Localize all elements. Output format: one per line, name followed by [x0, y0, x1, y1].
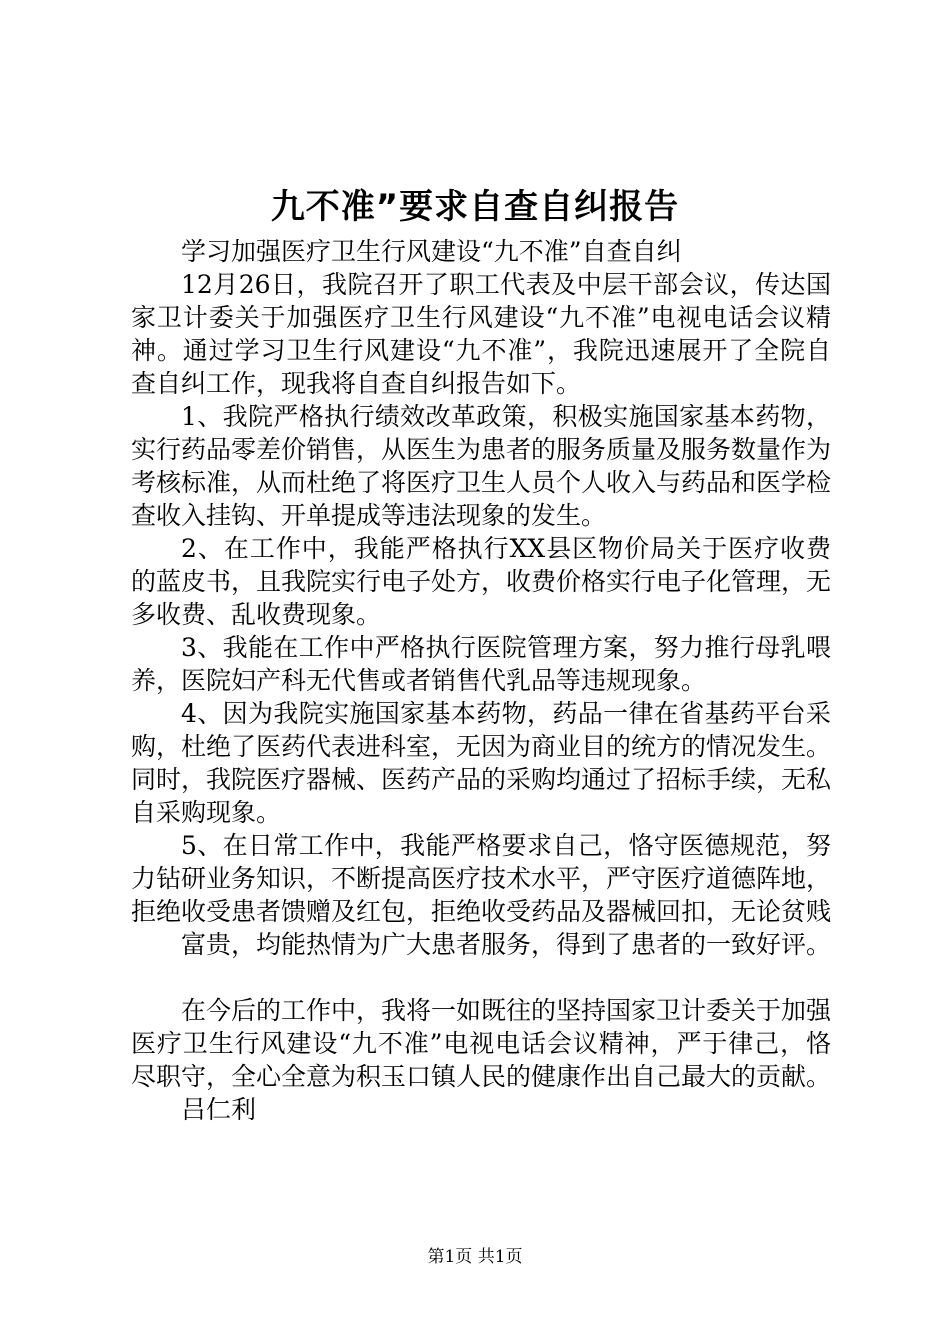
paragraph-intro: 12月26日，我院召开了职工代表及中层干部会议，传达国家卫计委关于加强医疗卫生行风建设“九不准”电视电话会议精神。通过学习卫生行风建设“九不准”，我院迅速展开了全院自查自纠工作，现我将自查自纠报告如下。 [131, 270, 831, 398]
paragraph-item-3: 3、我能在工作中严格执行医院管理方案，努力推行母乳喂养，医院妇产科无代售或者销售代乳品等违规现象。 [131, 633, 831, 695]
paragraph-item-5-continued: 富贵，均能热情为广大患者服务，得到了患者的一致好评。 [181, 930, 832, 959]
document-title: 九不准”要求自查自纠报告 [270, 187, 680, 227]
paragraph-item-1: 1、我院严格执行绩效改革政策，积极实施国家基本药物，实行药品零差价销售，从医生为患者的服务质量及服务数量作为考核标准，从而杜绝了将医疗卫生人员个人收入与药品和医学检查收入挂钩、开单提成等违法现象的发生。 [131, 402, 832, 530]
document-subtitle: 学习加强医疗卫生行风建设“九不准”自查自纠 [181, 237, 682, 266]
signature: 吕仁利 [181, 1095, 257, 1124]
paragraph-item-5: 5、在日常工作中，我能严格要求自己，恪守医德规范，努力钻研业务知识，不断提高医疗技术水平，严守医疗道德阵地，拒绝收受患者馈赠及红包，拒绝收受药品及器械回扣，无论贫贱 [131, 831, 832, 926]
paragraph-item-2: 2、在工作中，我能严格执行XX县区物价局关于医疗收费的蓝皮书，且我院实行电子处方，收费价格实行电子化管理，无多收费、乱收费现象。 [131, 534, 832, 629]
page-number-footer: 第1页 共1页 [427, 1247, 523, 1267]
document-body [131, 235, 831, 1126]
paragraph-item-4: 4、因为我院实施国家基本药物，药品一律在省基药平台采购，杜绝了医药代表进科室，无因为商业目的统方的情况发生。同时，我院医疗器械、医药产品的采购均通过了招标手续，无私自采购现象。 [131, 699, 832, 827]
paragraph-closing: 在今后的工作中，我将一如既往的坚持国家卫计委关于加强医疗卫生行风建设“九不准”电视电话会议精神，严于律己，恪尽职守，全心全意为积玉口镇人民的健康作出自己最大的贡献。 [131, 996, 832, 1091]
